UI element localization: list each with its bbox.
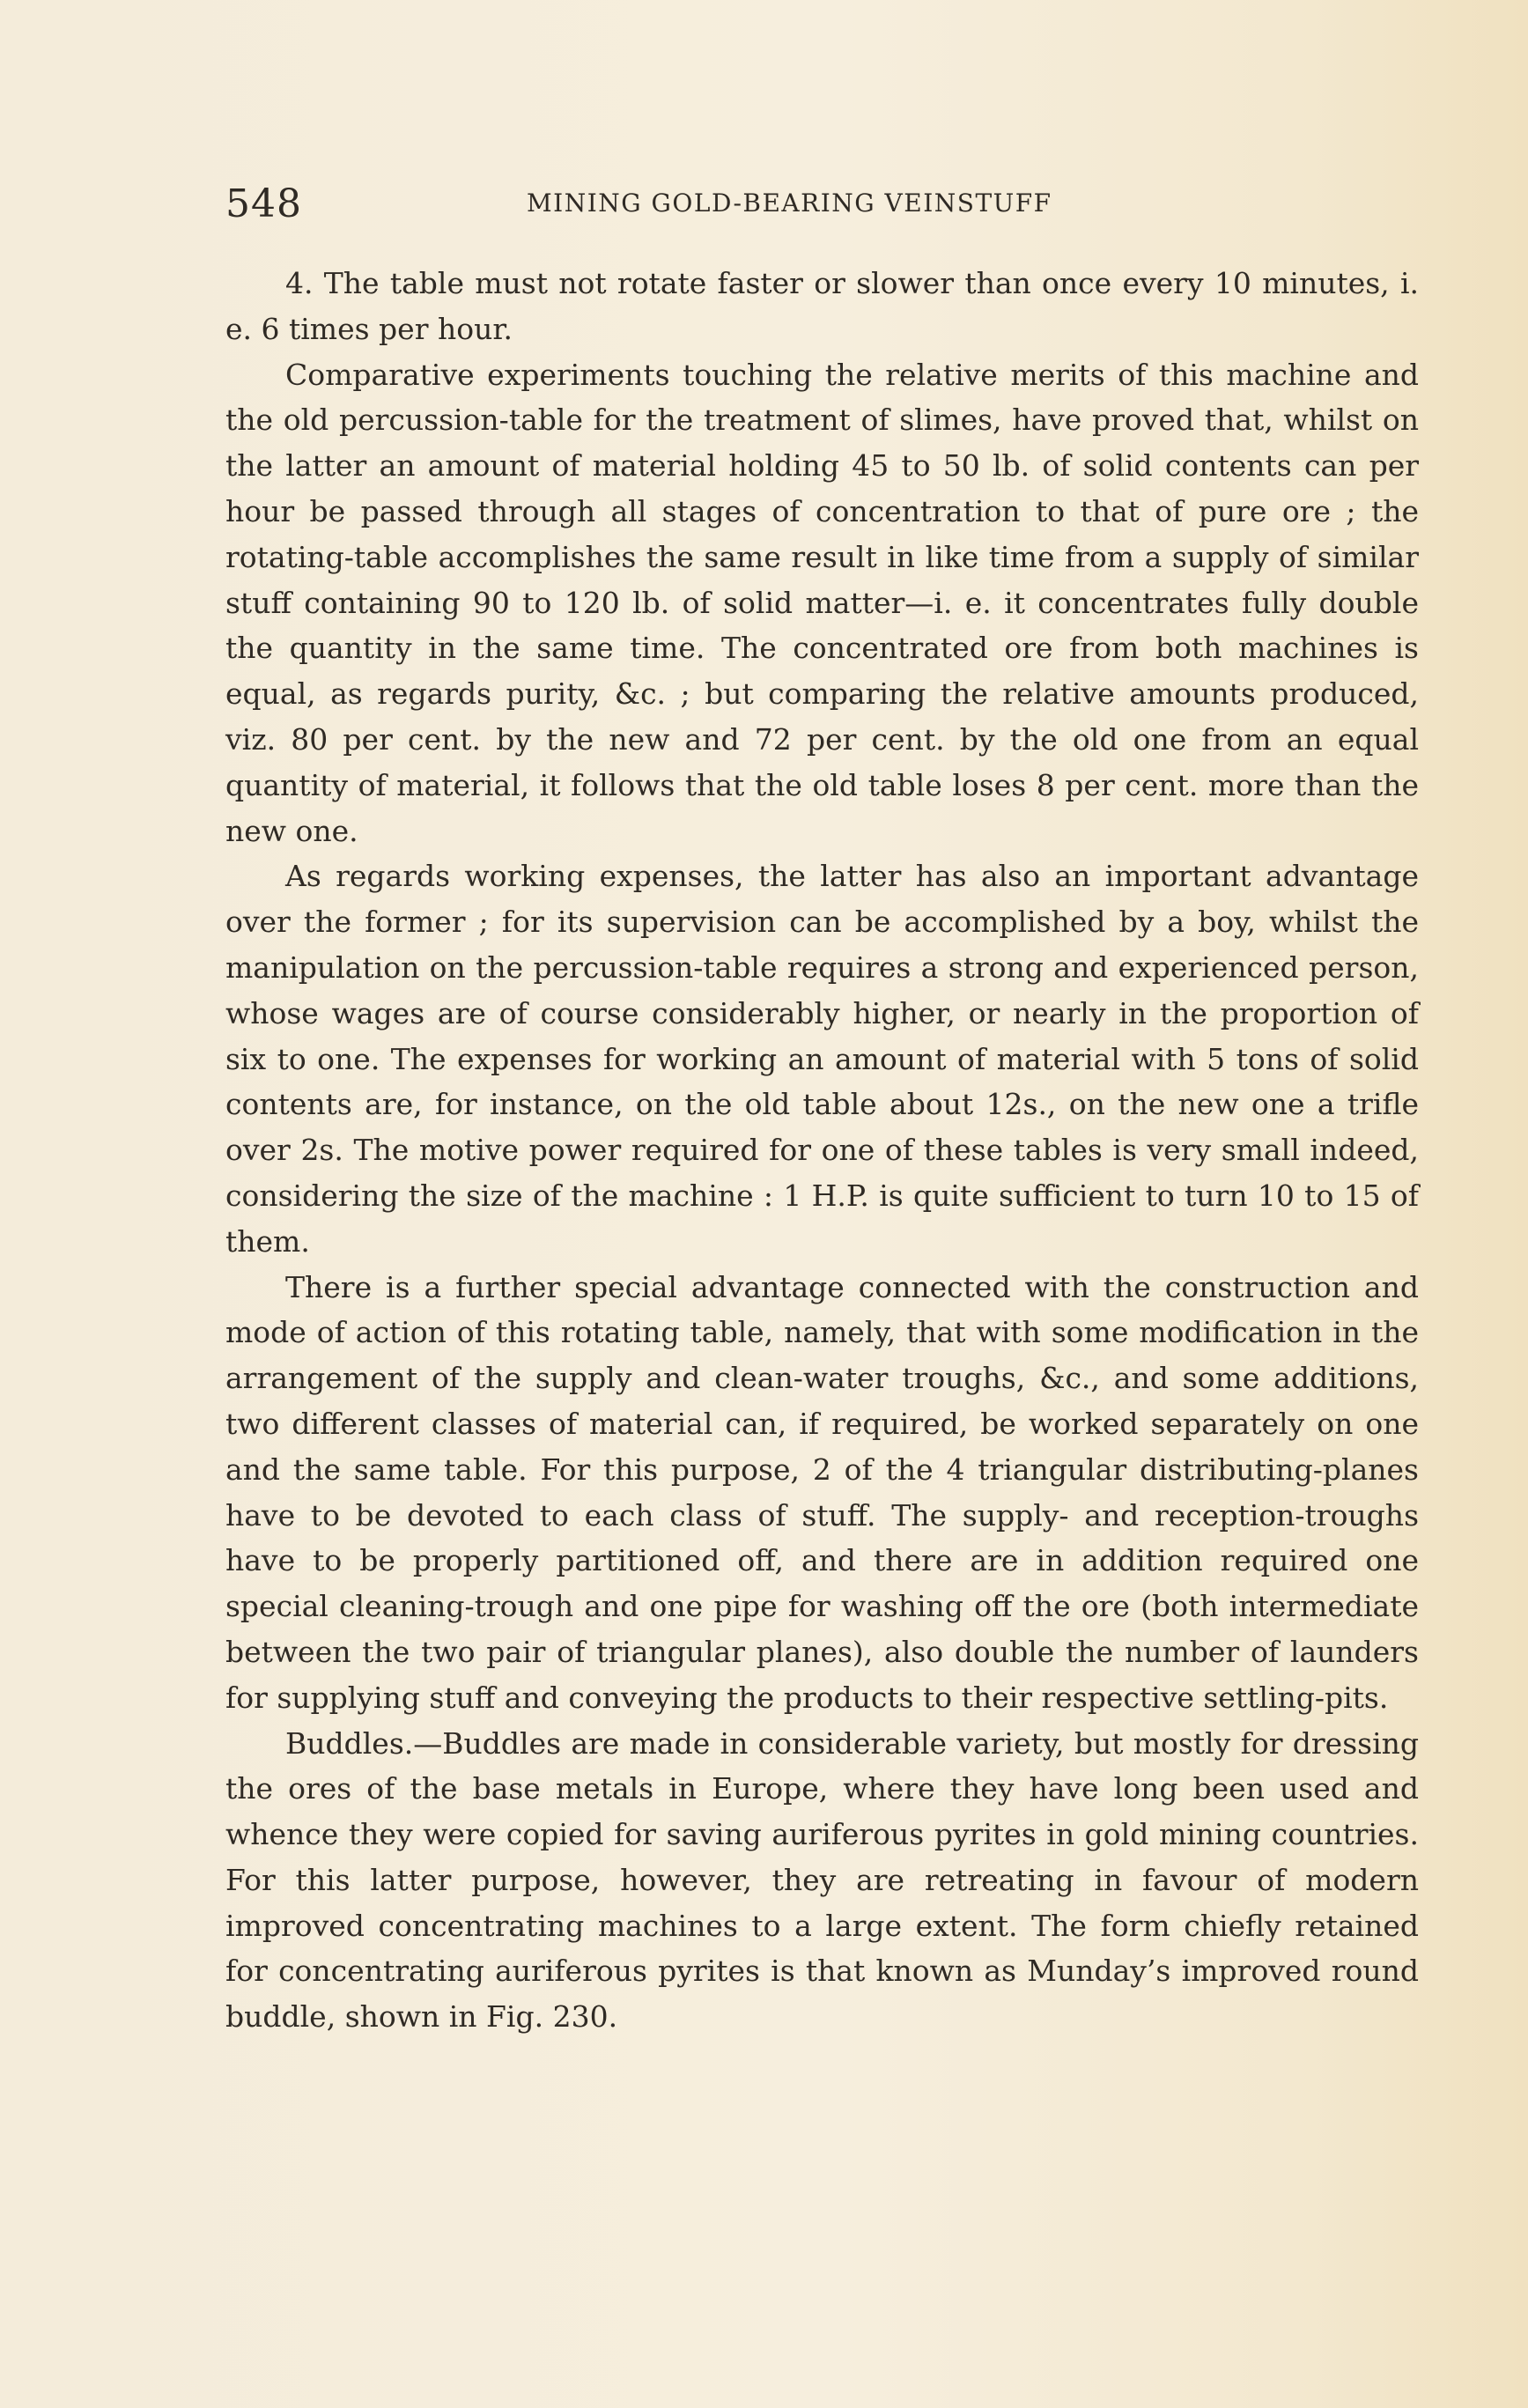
paragraph-working-expenses: As regards working expenses, the latter has also an important advantage over the former ; for its supervision can be accomplished by a boy, whilst the manipulation on the percussion-table requires a strong and experienced person, whose wages are of course considerably higher, or nearly in the proportion of six to one. The expenses for working an amount of material with 5 tons of solid contents are, for instance, on the old table about 12s., on the new one a trifle over 2s. The motive power required for one of these tables is very small indeed, considering the size of the machine : 1 H.P. is quite sufficient to turn 10 to 15 of them. — [225, 859, 1419, 1259]
page-number: 548 — [225, 181, 302, 226]
running-title: MINING GOLD-BEARING VEINSTUFF — [527, 188, 1052, 218]
page-header — [225, 181, 1419, 234]
paragraph-special-advantage: There is a further special advantage connected with the construction and mode of action of this rotating table, namely, that with some modification in the arrangement of the supply and clean-water troughs, &c., and some additions, two different classes of material can, if required, be worked separately on one and the same table. For this purpose, 2 of the 4 triangular distributing-planes have to be devoted to each class of stuff. The supply- and reception-troughs have to be properly partitioned off, and there are in addition required one special cleaning-trough and one pipe for washing off the ore (both intermediate between the two pair of triangular planes), also double the number of launders for supplying stuff and conveying the products to their respective settling-pits. — [225, 1269, 1419, 1715]
body-text — [225, 261, 1419, 2040]
paragraph-buddles: Buddles.—Buddles are made in considerable variety, but mostly for dressing the ores of the base metals in Europe, where they have long been used and whence they were copied for saving auriferous pyrites in gold mining countries. For this latter purpose, however, they are retreating in favour of modern improved concentrating machines to a large extent. The form chiefly retained for concentrating auriferous pyrites is that known as Munday’s improved round buddle, shown in Fig. 230. — [225, 1725, 1419, 2035]
paragraph-comparative-experiments: Comparative experiments touching the relative merits of this machine and the old percussion-table for the treatment of slimes, have proved that, whilst on the latter an amount of material holding 45 to 50 lb. of solid contents can per hour be passed through all stages of concentration to that of pure ore ; the rotating-table accomplishes the same result in like time from a supply of similar stuff containing 90 to 120 lb. of solid matter—i. e. it concentrates fully double the quantity in the same time. The concentrated ore from both machines is equal, as regards purity, &c. ; but comparing the relative amounts produced, viz. 80 per cent. by the new and 72 per cent. by the old one from an equal quantity of material, it follows that the old table loses 8 per cent. more than the new one. — [225, 357, 1419, 848]
paragraph-rotation-rule: 4. The table must not rotate faster or slower than once every 10 minutes, i. e. 6 times per hour. — [225, 266, 1419, 346]
